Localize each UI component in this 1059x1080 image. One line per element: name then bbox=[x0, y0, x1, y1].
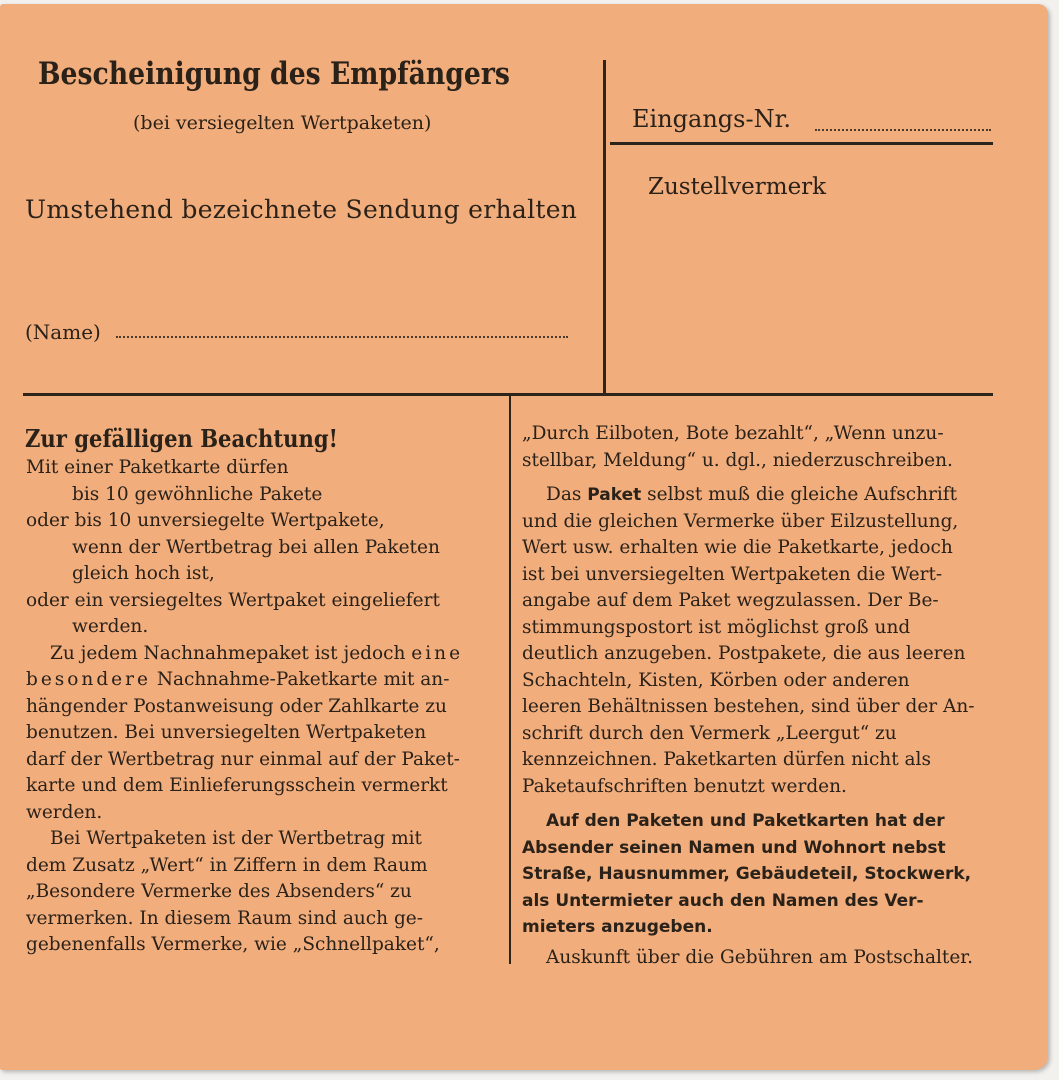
text-line: Zu jedem Nachnahmepaket ist jedoch eine bbox=[50, 642, 464, 664]
text-line: darf der Wertbetrag nur einmal auf der Paket- bbox=[26, 748, 460, 770]
eingangs-nr-label: Eingangs-Nr. bbox=[632, 105, 792, 133]
text-line: leeren Behältnissen bestehen, sind über der An- bbox=[522, 696, 975, 717]
text-line: angabe auf dem Paket wegzulassen. Der Be- bbox=[522, 590, 939, 611]
text-line: Paketaufschriften benutzt werden. bbox=[522, 775, 847, 797]
text-line: gebenenfalls Vermerke, wie „Schnellpaket“, bbox=[26, 934, 440, 955]
eingangs-underline bbox=[610, 142, 993, 145]
text-line: besondere Nachnahme-Paketkarte mit an- bbox=[26, 669, 450, 690]
text-line: dem Zusatz „Wert“ in Ziffern in dem Raum bbox=[26, 854, 428, 876]
text-line: „Besondere Vermerke des Absenders“ zu bbox=[26, 881, 412, 902]
right-notice-text bbox=[522, 421, 992, 971]
text-line: und die gleichen Vermerke über Eilzustellung, bbox=[522, 510, 959, 532]
recipient-certificate-title: Bescheinigung des Empfängers bbox=[38, 56, 510, 92]
text-line: karte und dem Einlieferungsschein vermerkt bbox=[26, 775, 448, 796]
text-line: stimmungspostort ist möglichst groß und bbox=[522, 616, 911, 638]
text-line: wenn der Wertbetrag bei allen Paketen bbox=[72, 536, 440, 558]
bold-notice-line: als Untermieter auch den Namen des Ver- bbox=[522, 890, 924, 911]
text-line: oder ein versiegeltes Wertpaket eingeliefert bbox=[26, 589, 440, 611]
text-line: Mit einer Paketkarte dürfen bbox=[26, 457, 289, 478]
text-line: Bei Wertpaketen ist der Wertbetrag mit bbox=[50, 828, 422, 849]
bottom-vertical-divider bbox=[509, 396, 511, 964]
left-notice-text bbox=[26, 455, 498, 959]
text-line: werden. bbox=[72, 616, 149, 637]
name-field[interactable] bbox=[116, 336, 568, 338]
bold-notice-line: Straße, Hausnummer, Gebäudeteil, Stockwerk, bbox=[522, 864, 972, 884]
text-line: „Durch Eilboten, Bote bezahlt“, „Wenn unzu- bbox=[522, 423, 944, 444]
text-line: Wert usw. erhalten wie die Paketkarte, jedoch bbox=[522, 537, 953, 558]
text-line: oder bis 10 unversiegelte Wertpakete, bbox=[26, 510, 385, 531]
text-line: ist bei unversiegelten Wertpaketen die Wert- bbox=[522, 563, 943, 585]
sealed-parcels-subtitle: (bei versiegelten Wertpaketen) bbox=[133, 112, 432, 134]
parcel-card bbox=[0, 4, 1048, 1070]
text-line: Das Paket selbst muß die gleiche Aufschrift bbox=[546, 484, 958, 505]
fee-info-line: Auskunft über die Gebühren am Postschalter. bbox=[546, 946, 973, 968]
text-line: schrift durch den Vermerk „Leergut“ zu bbox=[522, 722, 897, 744]
text-line: bis 10 gewöhnliche Pakete bbox=[72, 483, 323, 505]
text-line: vermerken. In diesem Raum sind auch ge- bbox=[26, 907, 424, 929]
text-line: Schachteln, Kisten, Körben oder anderen bbox=[522, 669, 910, 691]
text-line: gleich hoch ist, bbox=[72, 563, 215, 584]
bold-notice-line: Absender seinen Namen und Wohnort nebst bbox=[522, 837, 946, 858]
text-line: werden. bbox=[26, 801, 103, 823]
name-label: (Name) bbox=[25, 320, 101, 344]
text-line: stellbar, Meldung“ u. dgl., niederzuschreiben. bbox=[522, 449, 953, 471]
top-vertical-divider bbox=[603, 60, 606, 394]
text-line: kennzeichnen. Paketkarten dürfen nicht als bbox=[522, 749, 931, 770]
bold-notice-line: Auf den Paketen und Paketkarten hat der bbox=[546, 811, 945, 831]
main-horizontal-divider bbox=[23, 393, 993, 396]
notice-heading: Zur gefälligen Beachtung! bbox=[25, 424, 338, 453]
bold-notice-line: mieters anzugeben. bbox=[522, 917, 713, 937]
text-line: benutzen. Bei unversiegelten Wertpaketen bbox=[26, 722, 427, 743]
received-text: Umstehend bezeichnete Sendung erhalten bbox=[25, 195, 578, 224]
eingangs-nr-field[interactable] bbox=[815, 129, 991, 131]
zustellvermerk-label: Zustellvermerk bbox=[648, 174, 827, 200]
text-line: hängender Postanweisung oder Zahlkarte zu bbox=[26, 695, 447, 717]
text-line: deutlich anzugeben. Postpakete, die aus leeren bbox=[522, 643, 966, 664]
